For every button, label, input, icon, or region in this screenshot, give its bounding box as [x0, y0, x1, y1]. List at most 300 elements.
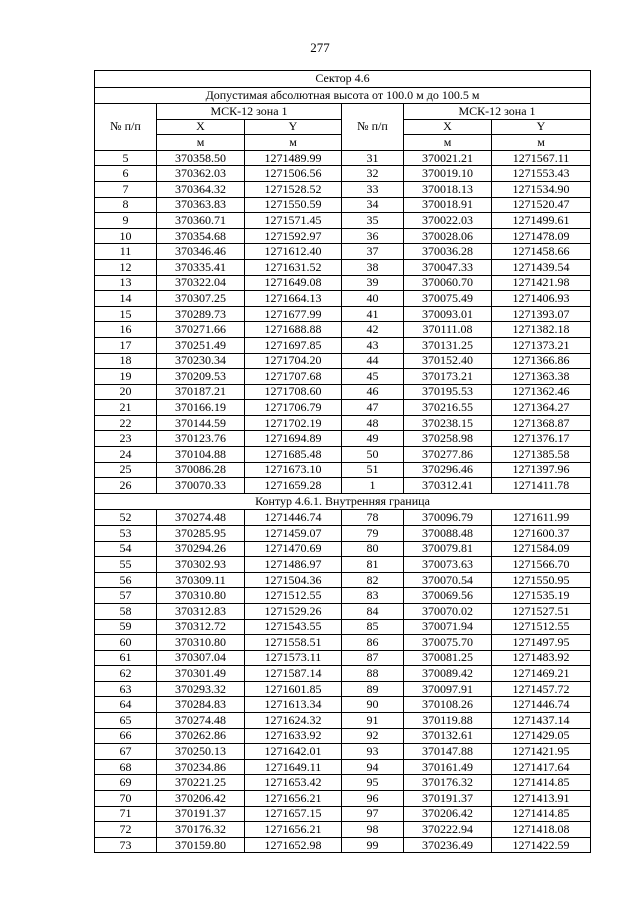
height-range: Допустимая абсолютная высота от 100.0 м до 100.5 м [95, 87, 591, 104]
system-header-right: МСК-12 зона 1 [404, 104, 591, 120]
table-cell: 71 [95, 806, 157, 822]
table-cell: 17 [95, 337, 157, 353]
table-cell: 52 [95, 510, 157, 526]
table-cell: 1271704.20 [245, 353, 342, 369]
table-cell: 1271664.13 [245, 291, 342, 307]
table-cell: 370108.26 [404, 697, 492, 713]
table-cell: 1271566.70 [492, 557, 591, 573]
table-cell: 1271633.92 [245, 728, 342, 744]
y-header-right: Y [492, 119, 591, 135]
table-cell: 23 [95, 431, 157, 447]
table-cell: 1271446.74 [492, 697, 591, 713]
table-cell: 72 [95, 822, 157, 838]
table-cell: 68 [95, 759, 157, 775]
table-cell: 1271478.09 [492, 228, 591, 244]
table-cell: 65 [95, 713, 157, 729]
table-cell: 370079.81 [404, 541, 492, 557]
table-cell: 1271592.97 [245, 228, 342, 244]
table-cell: 370081.25 [404, 650, 492, 666]
table-cell: 83 [342, 588, 404, 604]
table-row [95, 775, 591, 791]
table-cell: 1271694.89 [245, 431, 342, 447]
table-cell: 1271529.26 [245, 603, 342, 619]
table-cell: 79 [342, 525, 404, 541]
table-cell: 1271429.05 [492, 728, 591, 744]
table-cell: 370161.49 [404, 759, 492, 775]
table-cell: 94 [342, 759, 404, 775]
table-cell: 370123.76 [157, 431, 245, 447]
table-cell: 1271382.18 [492, 322, 591, 338]
table-cell: 54 [95, 541, 157, 557]
table-cell: 46 [342, 384, 404, 400]
table-cell: 97 [342, 806, 404, 822]
table-cell: 25 [95, 462, 157, 478]
table-cell: 370221.25 [157, 775, 245, 791]
table-row [95, 306, 591, 322]
table-cell: 370302.93 [157, 557, 245, 573]
table-cell: 1271673.10 [245, 462, 342, 478]
table-cell: 370354.68 [157, 228, 245, 244]
table-cell: 370322.04 [157, 275, 245, 291]
table-cell: 370070.02 [404, 603, 492, 619]
table-cell: 39 [342, 275, 404, 291]
table-cell: 370089.42 [404, 666, 492, 682]
table-cell: 370191.37 [404, 791, 492, 807]
table-cell: 53 [95, 525, 157, 541]
table-cell: 1271512.55 [492, 619, 591, 635]
table-cell: 1271504.36 [245, 572, 342, 588]
table-cell: 370075.70 [404, 635, 492, 651]
table-cell: 7 [95, 181, 157, 197]
table-cell: 87 [342, 650, 404, 666]
table-cell: 49 [342, 431, 404, 447]
table-cell: 61 [95, 650, 157, 666]
table-cell: 1271567.11 [492, 150, 591, 166]
table-cell: 88 [342, 666, 404, 682]
table-cell: 1271418.08 [492, 822, 591, 838]
unit-x-right: м [404, 135, 492, 151]
table-cell: 38 [342, 259, 404, 275]
table-row [95, 635, 591, 651]
table-cell: 1271659.28 [245, 478, 342, 494]
table-cell: 47 [342, 400, 404, 416]
table-cell: 14 [95, 291, 157, 307]
table-cell: 33 [342, 181, 404, 197]
page-number: 277 [310, 40, 330, 55]
table-cell: 24 [95, 447, 157, 463]
table-cell: 98 [342, 822, 404, 838]
table-cell: 370131.25 [404, 337, 492, 353]
table-cell: 1271527.51 [492, 603, 591, 619]
table-row [95, 478, 591, 494]
table-cell: 370069.56 [404, 588, 492, 604]
table-cell: 1271677.99 [245, 306, 342, 322]
table-cell: 370018.13 [404, 181, 492, 197]
table-row [95, 181, 591, 197]
table-cell: 370119.88 [404, 713, 492, 729]
table-cell: 1271489.99 [245, 150, 342, 166]
table-row [95, 681, 591, 697]
table-cell: 21 [95, 400, 157, 416]
table-row [95, 806, 591, 822]
table-cell: 370360.71 [157, 213, 245, 229]
table-row [95, 557, 591, 573]
table-row [95, 822, 591, 838]
table-cell: 370093.01 [404, 306, 492, 322]
table-cell: 78 [342, 510, 404, 526]
table-row [95, 197, 591, 213]
table-row [95, 462, 591, 478]
table-cell: 1271550.59 [245, 197, 342, 213]
table-cell: 1271417.64 [492, 759, 591, 775]
table-cell: 1271708.60 [245, 384, 342, 400]
table-cell: 70 [95, 791, 157, 807]
table-cell: 1271584.09 [492, 541, 591, 557]
table-cell: 80 [342, 541, 404, 557]
table-cell: 370176.32 [404, 775, 492, 791]
table-cell: 370159.80 [157, 837, 245, 853]
table-cell: 31 [342, 150, 404, 166]
table-row [95, 588, 591, 604]
table-cell: 1271624.32 [245, 713, 342, 729]
table-cell: 60 [95, 635, 157, 651]
table-cell: 370176.32 [157, 822, 245, 838]
system-header-left: МСК-12 зона 1 [157, 104, 342, 120]
table-cell: 1271612.40 [245, 244, 342, 260]
table-cell: 15 [95, 306, 157, 322]
table-cell: 1271656.21 [245, 822, 342, 838]
table-cell: 1271376.17 [492, 431, 591, 447]
table-cell: 370073.63 [404, 557, 492, 573]
table-cell: 91 [342, 713, 404, 729]
table-cell: 370312.72 [157, 619, 245, 635]
table-cell: 370250.13 [157, 744, 245, 760]
table-cell: 370234.86 [157, 759, 245, 775]
num-header-right: № п/п [342, 104, 404, 151]
table-cell: 13 [95, 275, 157, 291]
table-cell: 370312.83 [157, 603, 245, 619]
table-cell: 8 [95, 197, 157, 213]
table-cell: 55 [95, 557, 157, 573]
table-cell: 1271393.07 [492, 306, 591, 322]
table-cell: 370364.32 [157, 181, 245, 197]
table-cell: 1271422.59 [492, 837, 591, 853]
table-cell: 370358.50 [157, 150, 245, 166]
table-row [95, 275, 591, 291]
table-cell: 37 [342, 244, 404, 260]
table-row [95, 728, 591, 744]
table-cell: 20 [95, 384, 157, 400]
table-cell: 95 [342, 775, 404, 791]
table-cell: 1271439.54 [492, 259, 591, 275]
table-cell: 93 [342, 744, 404, 760]
table-cell: 84 [342, 603, 404, 619]
table-cell: 370096.79 [404, 510, 492, 526]
table-cell: 1271413.91 [492, 791, 591, 807]
table-cell: 1271446.74 [245, 510, 342, 526]
table-cell: 1271470.69 [245, 541, 342, 557]
table-cell: 19 [95, 369, 157, 385]
table-cell: 1271497.95 [492, 635, 591, 651]
table-cell: 370173.21 [404, 369, 492, 385]
table-cell: 99 [342, 837, 404, 853]
table-cell: 370021.21 [404, 150, 492, 166]
table-cell: 1271397.96 [492, 462, 591, 478]
table-row [95, 525, 591, 541]
table-cell: 34 [342, 197, 404, 213]
table-cell: 1271553.43 [492, 166, 591, 182]
table-cell: 16 [95, 322, 157, 338]
table-cell: 1271600.37 [492, 525, 591, 541]
table-row [95, 650, 591, 666]
table-cell: 1271642.01 [245, 744, 342, 760]
table-cell: 1271613.34 [245, 697, 342, 713]
table-cell: 370086.28 [157, 462, 245, 478]
table-cell: 1271437.14 [492, 713, 591, 729]
table-row [95, 572, 591, 588]
table-cell: 85 [342, 619, 404, 635]
table-row [95, 791, 591, 807]
table-cell: 370104.88 [157, 447, 245, 463]
sector-title: Сектор 4.6 [95, 71, 591, 88]
table-cell: 370060.70 [404, 275, 492, 291]
table-cell: 48 [342, 415, 404, 431]
table-cell: 58 [95, 603, 157, 619]
table-row [95, 837, 591, 853]
table-cell: 41 [342, 306, 404, 322]
table-cell: 1271535.19 [492, 588, 591, 604]
table-cell: 1271587.14 [245, 666, 342, 682]
table-row [95, 447, 591, 463]
table-cell: 370310.80 [157, 635, 245, 651]
table-cell: 370285.95 [157, 525, 245, 541]
table-row [95, 228, 591, 244]
table-cell: 1271520.47 [492, 197, 591, 213]
table-cell: 370036.28 [404, 244, 492, 260]
table-cell: 1271414.85 [492, 775, 591, 791]
table-row [95, 166, 591, 182]
table-cell: 35 [342, 213, 404, 229]
table-cell: 370206.42 [157, 791, 245, 807]
table-cell: 370312.41 [404, 478, 492, 494]
table-cell: 5 [95, 150, 157, 166]
table-cell: 370294.26 [157, 541, 245, 557]
table-cell: 26 [95, 478, 157, 494]
table-cell: 1271649.11 [245, 759, 342, 775]
table-cell: 370216.55 [404, 400, 492, 416]
section-title: Контур 4.6.1. Внутренняя граница [95, 493, 591, 510]
table-cell: 1271653.42 [245, 775, 342, 791]
table-row [95, 337, 591, 353]
table-row [95, 259, 591, 275]
table-cell: 370019.10 [404, 166, 492, 182]
table-cell: 45 [342, 369, 404, 385]
table-cell: 1271707.68 [245, 369, 342, 385]
table-cell: 370309.11 [157, 572, 245, 588]
table-cell: 69 [95, 775, 157, 791]
table-row [95, 415, 591, 431]
table-cell: 1271469.21 [492, 666, 591, 682]
table-cell: 18 [95, 353, 157, 369]
table-cell: 370209.53 [157, 369, 245, 385]
table-row [95, 619, 591, 635]
y-header-left: Y [245, 119, 342, 135]
num-header-left: № п/п [95, 104, 157, 151]
table-cell: 1271459.07 [245, 525, 342, 541]
table-cell: 40 [342, 291, 404, 307]
table-cell: 66 [95, 728, 157, 744]
table-cell: 50 [342, 447, 404, 463]
table-cell: 370307.04 [157, 650, 245, 666]
table-cell: 1271685.48 [245, 447, 342, 463]
table-row [95, 322, 591, 338]
table-cell: 1271550.95 [492, 572, 591, 588]
table-cell: 1271573.11 [245, 650, 342, 666]
table-row [95, 713, 591, 729]
table-cell: 43 [342, 337, 404, 353]
table-cell: 370147.88 [404, 744, 492, 760]
table-cell: 370047.33 [404, 259, 492, 275]
table-cell: 81 [342, 557, 404, 573]
table-cell: 370310.80 [157, 588, 245, 604]
table-cell: 1271543.55 [245, 619, 342, 635]
table-cell: 1 [342, 478, 404, 494]
table-cell: 1271421.98 [492, 275, 591, 291]
table-cell: 370111.08 [404, 322, 492, 338]
table-cell: 370152.40 [404, 353, 492, 369]
table-cell: 6 [95, 166, 157, 182]
table-row [95, 384, 591, 400]
table-cell: 1271368.87 [492, 415, 591, 431]
table-cell: 370166.19 [157, 400, 245, 416]
x-header-left: X [157, 119, 245, 135]
table-row [95, 510, 591, 526]
table-cell: 12 [95, 259, 157, 275]
table-cell: 1271364.27 [492, 400, 591, 416]
table-cell: 1271385.58 [492, 447, 591, 463]
table-cell: 63 [95, 681, 157, 697]
table-cell: 370251.49 [157, 337, 245, 353]
table-cell: 370206.42 [404, 806, 492, 822]
table-cell: 370262.86 [157, 728, 245, 744]
table-cell: 370075.49 [404, 291, 492, 307]
table-cell: 370362.03 [157, 166, 245, 182]
table-cell: 370230.34 [157, 353, 245, 369]
table-row [95, 213, 591, 229]
table-cell: 36 [342, 228, 404, 244]
table-cell: 370274.48 [157, 510, 245, 526]
table-cell: 1271657.15 [245, 806, 342, 822]
table-cell: 370293.32 [157, 681, 245, 697]
table-cell: 1271534.90 [492, 181, 591, 197]
table-cell: 32 [342, 166, 404, 182]
table-cell: 370097.91 [404, 681, 492, 697]
table-row [95, 603, 591, 619]
table-cell: 73 [95, 837, 157, 853]
table-cell: 370018.91 [404, 197, 492, 213]
table-cell: 370296.46 [404, 462, 492, 478]
table-body-part1 [95, 150, 591, 493]
table-cell: 1271649.08 [245, 275, 342, 291]
table-cell: 370301.49 [157, 666, 245, 682]
table-cell: 1271697.85 [245, 337, 342, 353]
table-cell: 370028.06 [404, 228, 492, 244]
table-cell: 370187.21 [157, 384, 245, 400]
table-row [95, 400, 591, 416]
table-cell: 370258.98 [404, 431, 492, 447]
table-cell: 1271366.86 [492, 353, 591, 369]
table-cell: 370222.94 [404, 822, 492, 838]
table-cell: 1271457.72 [492, 681, 591, 697]
table-cell: 64 [95, 697, 157, 713]
table-cell: 370271.66 [157, 322, 245, 338]
table-cell: 370195.53 [404, 384, 492, 400]
table-cell: 1271558.51 [245, 635, 342, 651]
table-cell: 1271414.85 [492, 806, 591, 822]
table-cell: 1271421.95 [492, 744, 591, 760]
table-cell: 42 [342, 322, 404, 338]
table-cell: 370144.59 [157, 415, 245, 431]
table-cell: 1271486.97 [245, 557, 342, 573]
table-cell: 1271362.46 [492, 384, 591, 400]
table-cell: 92 [342, 728, 404, 744]
table-cell: 1271611.99 [492, 510, 591, 526]
table-row [95, 353, 591, 369]
table-cell: 86 [342, 635, 404, 651]
table-cell: 1271688.88 [245, 322, 342, 338]
table-cell: 44 [342, 353, 404, 369]
table-cell: 1271406.93 [492, 291, 591, 307]
table-row [95, 744, 591, 760]
table-row [95, 541, 591, 557]
table-cell: 51 [342, 462, 404, 478]
unit-y-right: м [492, 135, 591, 151]
table-cell: 370132.61 [404, 728, 492, 744]
table-cell: 370289.73 [157, 306, 245, 322]
table-cell: 1271499.61 [492, 213, 591, 229]
table-body-part2 [95, 510, 591, 853]
table-cell: 96 [342, 791, 404, 807]
table-cell: 11 [95, 244, 157, 260]
table-cell: 370022.03 [404, 213, 492, 229]
table-cell: 1271631.52 [245, 259, 342, 275]
table-cell: 370070.33 [157, 478, 245, 494]
table-cell: 370307.25 [157, 291, 245, 307]
table-cell: 370238.15 [404, 415, 492, 431]
table-cell: 370191.37 [157, 806, 245, 822]
table-cell: 9 [95, 213, 157, 229]
table-cell: 1271458.66 [492, 244, 591, 260]
table-cell: 370277.86 [404, 447, 492, 463]
table-row [95, 244, 591, 260]
x-header-right: X [404, 119, 492, 135]
unit-x-left: м [157, 135, 245, 151]
table-cell: 370070.54 [404, 572, 492, 588]
table-row [95, 431, 591, 447]
table-cell: 370363.83 [157, 197, 245, 213]
table-cell: 370088.48 [404, 525, 492, 541]
table-row [95, 759, 591, 775]
table-cell: 1271373.21 [492, 337, 591, 353]
table-cell: 89 [342, 681, 404, 697]
table-row [95, 150, 591, 166]
table-cell: 370335.41 [157, 259, 245, 275]
table-cell: 370071.94 [404, 619, 492, 635]
table-cell: 57 [95, 588, 157, 604]
table-cell: 370346.46 [157, 244, 245, 260]
table-cell: 22 [95, 415, 157, 431]
table-cell: 1271506.56 [245, 166, 342, 182]
